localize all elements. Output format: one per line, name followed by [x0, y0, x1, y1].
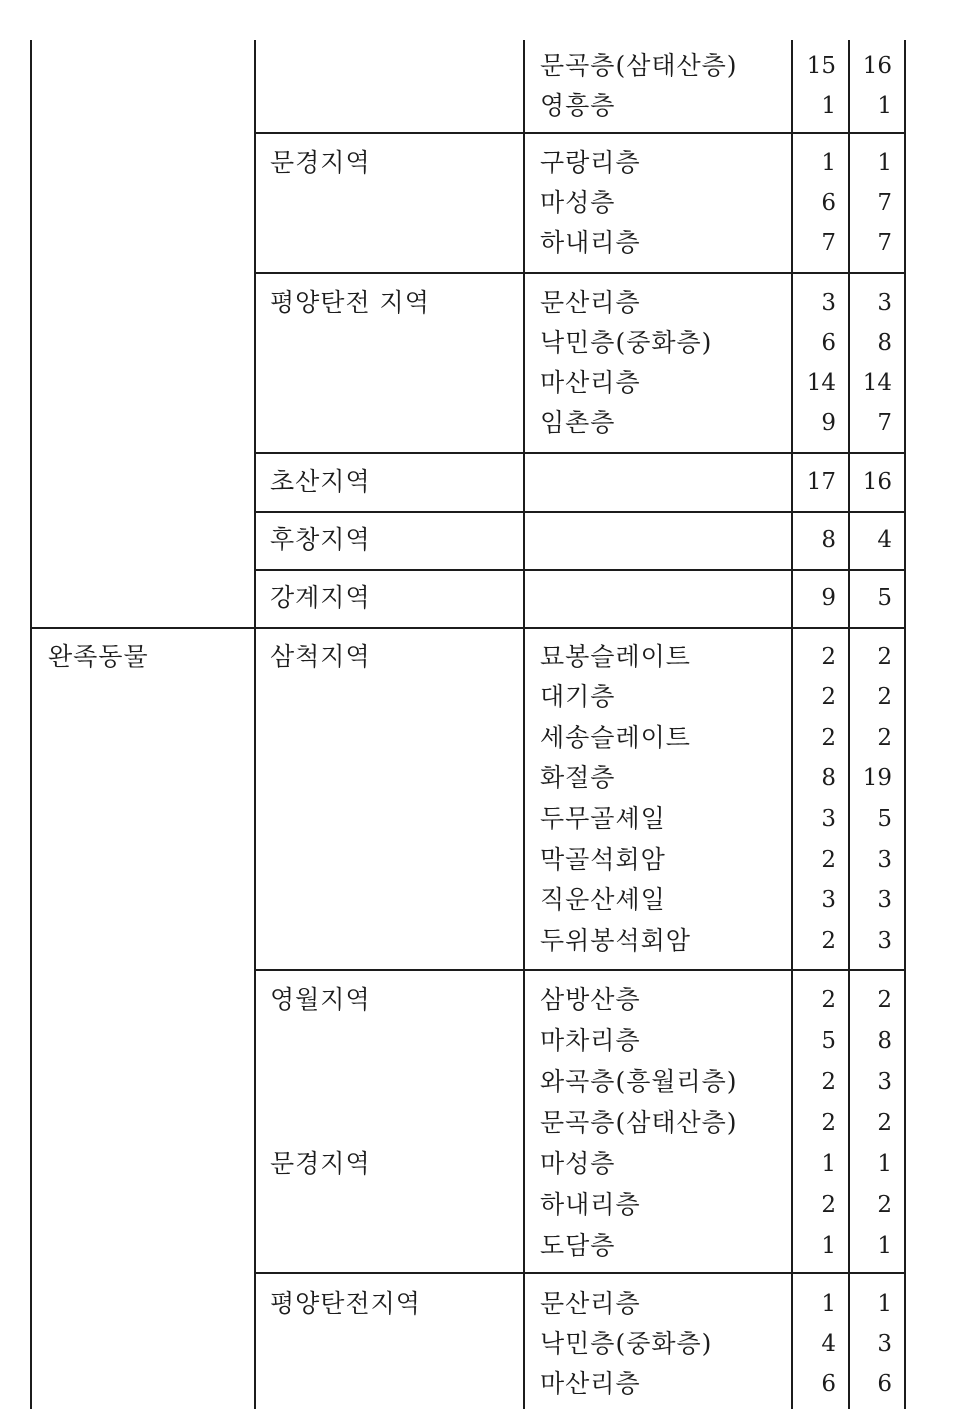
- count-a: 1: [821, 93, 836, 119]
- section-rule: [32, 627, 904, 629]
- strata-name: 하내리층: [540, 1190, 641, 1219]
- count-b: 3: [877, 887, 892, 913]
- column-rule-group: [30, 40, 32, 1409]
- count-b: 8: [877, 330, 892, 356]
- count-b: 2: [877, 1192, 892, 1218]
- count-b: 1: [877, 1291, 892, 1317]
- column-rule-count-a: [791, 40, 793, 1409]
- column-rule-right: [904, 40, 906, 1409]
- count-b: 2: [877, 987, 892, 1013]
- region-name: 초산지역: [270, 467, 371, 496]
- strata-name: 두무골셰일: [540, 804, 666, 833]
- row-rule: [256, 132, 904, 134]
- count-b: 2: [877, 1110, 892, 1136]
- count-b: 5: [877, 585, 892, 611]
- count-a: 2: [821, 987, 836, 1013]
- count-b: 3: [877, 928, 892, 954]
- row-rule: [256, 969, 904, 971]
- strata-name: 구랑리층: [540, 148, 641, 177]
- count-a: 2: [821, 644, 836, 670]
- count-a: 1: [821, 1291, 836, 1317]
- count-a: 14: [806, 370, 836, 396]
- count-b: 1: [877, 1151, 892, 1177]
- count-a: 9: [821, 585, 836, 611]
- count-a: 8: [821, 527, 836, 553]
- count-b: 3: [877, 1331, 892, 1357]
- count-a: 7: [821, 230, 836, 256]
- count-b: 8: [877, 1028, 892, 1054]
- strata-name: 마성층: [540, 1149, 616, 1178]
- strata-name: 문곡층(삼태산층): [540, 51, 738, 80]
- strata-name: 마차리층: [540, 1026, 641, 1055]
- row-rule: [256, 1272, 904, 1274]
- strata-name: 대기층: [540, 682, 616, 711]
- region-name: 평양탄전지역: [270, 1289, 421, 1318]
- group-name: 완족동물: [48, 642, 149, 671]
- column-rule-strata: [523, 40, 525, 1409]
- row-rule: [256, 511, 904, 513]
- count-b: 1: [877, 150, 892, 176]
- count-a: 5: [821, 1028, 836, 1054]
- count-b: 2: [877, 684, 892, 710]
- count-b: 14: [862, 370, 892, 396]
- count-b: 7: [877, 230, 892, 256]
- strata-name: 세송슬레이트: [540, 723, 691, 752]
- count-a: 2: [821, 928, 836, 954]
- count-b: 3: [877, 1069, 892, 1095]
- count-a: 9: [821, 410, 836, 436]
- count-a: 2: [821, 684, 836, 710]
- row-rule: [256, 452, 904, 454]
- count-b: 3: [877, 290, 892, 316]
- count-b: 5: [877, 806, 892, 832]
- strata-name: 막골석회암: [540, 845, 666, 874]
- column-rule-region: [254, 40, 256, 1409]
- strata-name: 임촌층: [540, 408, 616, 437]
- strata-name: 묘봉슬레이트: [540, 642, 691, 671]
- count-a: 6: [821, 190, 836, 216]
- strata-name: 화절층: [540, 763, 616, 792]
- count-b: 3: [877, 847, 892, 873]
- strata-name: 두위봉석회암: [540, 926, 691, 955]
- count-a: 1: [821, 1233, 836, 1259]
- strata-name: 와곡층(흥월리층): [540, 1067, 738, 1096]
- region-name: 평양탄전 지역: [270, 288, 430, 317]
- count-a: 2: [821, 847, 836, 873]
- strata-name: 문곡층(삼태산층): [540, 1108, 738, 1137]
- strata-name: 마산리층: [540, 1369, 641, 1398]
- region-name: 문경지역: [270, 148, 371, 177]
- count-a: 3: [821, 887, 836, 913]
- strata-name: 문산리층: [540, 1289, 641, 1318]
- count-b: 7: [877, 410, 892, 436]
- count-a: 3: [821, 806, 836, 832]
- count-a: 15: [806, 53, 836, 79]
- row-rule: [256, 272, 904, 274]
- strata-name: 문산리층: [540, 288, 641, 317]
- count-a: 1: [821, 150, 836, 176]
- region-name: 문경지역: [270, 1149, 371, 1178]
- count-a: 2: [821, 1192, 836, 1218]
- count-b: 6: [877, 1371, 892, 1397]
- strata-name: 삼방산층: [540, 985, 641, 1014]
- count-a: 6: [821, 1371, 836, 1397]
- count-b: 4: [877, 527, 892, 553]
- count-b: 16: [862, 469, 892, 495]
- strata-name: 낙민층(중화층): [540, 1329, 713, 1358]
- count-b: 1: [877, 93, 892, 119]
- region-name: 강계지역: [270, 583, 371, 612]
- strata-name: 도담층: [540, 1231, 616, 1260]
- count-a: 6: [821, 330, 836, 356]
- count-b: 7: [877, 190, 892, 216]
- count-a: 2: [821, 725, 836, 751]
- count-b: 2: [877, 644, 892, 670]
- count-a: 1: [821, 1151, 836, 1177]
- strata-name: 직운산셰일: [540, 885, 666, 914]
- strata-name: 영흥층: [540, 91, 616, 120]
- count-a: 3: [821, 290, 836, 316]
- count-b: 1: [877, 1233, 892, 1259]
- count-b: 16: [862, 53, 892, 79]
- strata-name: 하내리층: [540, 228, 641, 257]
- count-a: 4: [821, 1331, 836, 1357]
- count-a: 8: [821, 765, 836, 791]
- region-name: 후창지역: [270, 525, 371, 554]
- region-name: 영월지역: [270, 985, 371, 1014]
- count-a: 2: [821, 1069, 836, 1095]
- strata-name: 마성층: [540, 188, 616, 217]
- strata-name: 마산리층: [540, 368, 641, 397]
- count-a: 17: [806, 469, 836, 495]
- region-name: 삼척지역: [270, 642, 371, 671]
- count-a: 2: [821, 1110, 836, 1136]
- count-b: 2: [877, 725, 892, 751]
- column-rule-count-b: [848, 40, 850, 1409]
- count-b: 19: [862, 765, 892, 791]
- row-rule: [256, 569, 904, 571]
- strata-name: 낙민층(중화층): [540, 328, 713, 357]
